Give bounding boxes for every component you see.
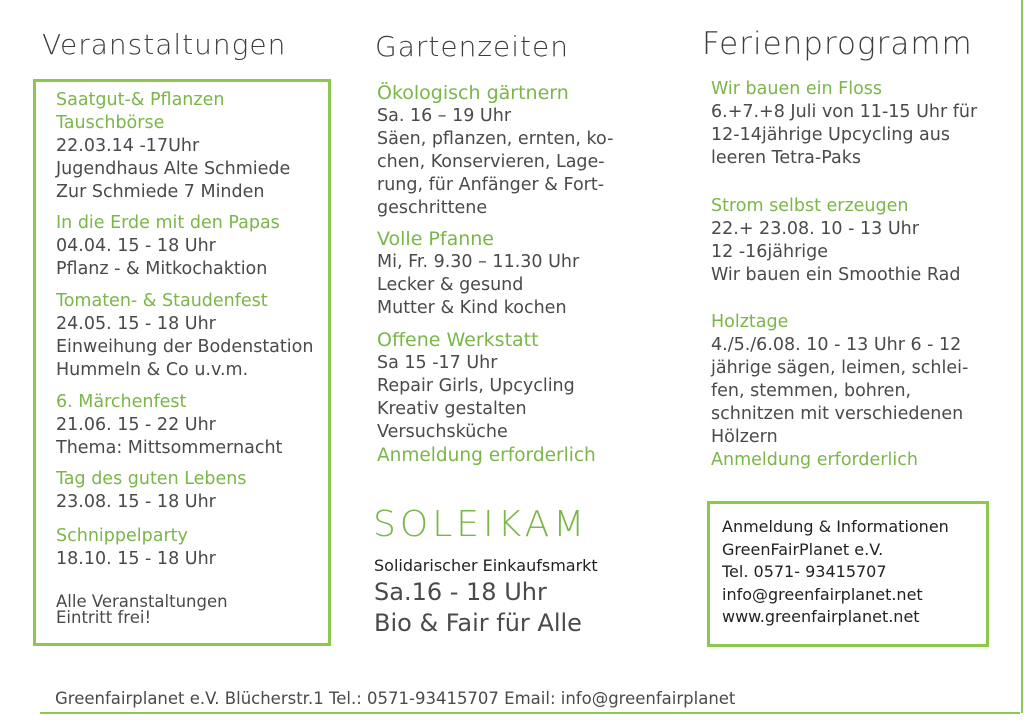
gartenzeiten-heading: Gartenzeiten bbox=[375, 30, 569, 63]
event-date: 22.03.14 -17Uhr bbox=[56, 136, 200, 156]
event-date: 04.04. 15 - 18 Uhr bbox=[56, 236, 216, 256]
info-line: GreenFairPlanet e.V. bbox=[722, 539, 884, 559]
bottom-border-line bbox=[40, 712, 1020, 714]
event-title: Tag des guten Lebens bbox=[56, 469, 247, 489]
garden-title: Volle Pfanne bbox=[377, 228, 494, 250]
veranstaltungen-heading: Veranstaltungen bbox=[42, 28, 287, 61]
soleikam-title: SOLEIKAM bbox=[373, 504, 589, 545]
event-date: 18.10. 15 - 18 Uhr bbox=[56, 549, 216, 569]
event-item bbox=[56, 391, 282, 460]
event-detail: Zur Schmiede 7 Minden bbox=[56, 182, 265, 202]
garden-title: Ökologisch gärtnern bbox=[377, 82, 569, 104]
event-detail: Einweihung der Bodenstation bbox=[56, 337, 314, 357]
garden-line: Lecker & gesund bbox=[377, 275, 524, 295]
garden-line: Säen, pflanzen, ernten, ko- bbox=[377, 129, 614, 149]
garden-line: Versuchsküche bbox=[377, 422, 508, 442]
ferien-line: 12-14jährige Upcycling aus bbox=[711, 125, 950, 145]
event-detail: Jugendhaus Alte Schmiede bbox=[56, 159, 291, 179]
garden-registration-note: Anmeldung erforderlich bbox=[377, 445, 596, 466]
garden-line: geschrittene bbox=[377, 198, 488, 218]
event-detail: Pflanz - & Mitkochaktion bbox=[56, 259, 268, 279]
ferien-item bbox=[711, 195, 961, 287]
garden-line: chen, Konservieren, Lage- bbox=[377, 152, 605, 172]
ferien-registration-note: Anmeldung erforderlich bbox=[711, 450, 918, 470]
garden-title: Offene Werkstatt bbox=[377, 329, 539, 351]
ferien-line: 12 -16jährige bbox=[711, 242, 829, 262]
ferien-title: Strom selbst erzeugen bbox=[711, 196, 909, 216]
footer-address: Greenfairplanet e.V. Blücherstr.1 Tel.: 0571-93415707 Email: info@greenfairplanet bbox=[55, 689, 736, 708]
event-item bbox=[56, 525, 216, 571]
info-website[interactable]: www.greenfairplanet.net bbox=[722, 607, 920, 626]
garden-line: Repair Girls, Upcycling bbox=[377, 376, 575, 396]
event-date: 24.05. 15 - 18 Uhr bbox=[56, 314, 216, 334]
soleikam-time: Sa.16 - 18 Uhr bbox=[374, 578, 547, 606]
event-title: Schnippelparty bbox=[56, 526, 188, 546]
info-line: Tel. 0571- 93415707 bbox=[722, 562, 887, 581]
ferien-title: Wir bauen ein Floss bbox=[711, 79, 883, 99]
garden-item bbox=[377, 329, 596, 467]
info-email[interactable]: info@greenfairplanet.net bbox=[722, 584, 923, 604]
garden-line: Mi, Fr. 9.30 – 11.30 Uhr bbox=[377, 252, 580, 272]
event-item bbox=[56, 468, 247, 514]
garden-line: Sa 15 -17 Uhr bbox=[377, 353, 498, 373]
event-item bbox=[56, 212, 280, 281]
event-title: Tomaten- & Staudenfest bbox=[56, 291, 268, 311]
ferien-line: 22.+ 23.08. 10 - 13 Uhr bbox=[711, 219, 919, 239]
ferien-line: 6.+7.+8 Juli von 11-15 Uhr für bbox=[711, 102, 978, 122]
ferienprogramm-heading: Ferienprogramm bbox=[702, 26, 973, 62]
ferien-line: Wir bauen ein Smoothie Rad bbox=[711, 265, 961, 285]
garden-item bbox=[377, 228, 579, 320]
events-note-line: Eintritt frei! bbox=[56, 608, 152, 627]
event-item bbox=[56, 290, 313, 382]
info-contact bbox=[722, 516, 949, 629]
event-date: 23.08. 15 - 18 Uhr bbox=[56, 492, 216, 512]
events-note-line: Alle Veranstaltungen bbox=[56, 592, 228, 611]
ferien-title: Holztage bbox=[711, 312, 789, 332]
soleikam-slogan: Bio & Fair für Alle bbox=[374, 609, 582, 637]
ferien-line: 4./5./6.08. 10 - 13 Uhr 6 - 12 bbox=[711, 335, 962, 355]
ferien-line: leeren Tetra-Paks bbox=[711, 148, 861, 168]
garden-line: Mutter & Kind kochen bbox=[377, 298, 567, 318]
garden-item bbox=[377, 82, 613, 220]
event-detail: Thema: Mittsommernacht bbox=[56, 438, 283, 458]
ferien-item bbox=[711, 311, 968, 472]
ferien-line: fen, stemmen, bohren, bbox=[711, 381, 912, 401]
garden-line: Kreativ gestalten bbox=[377, 399, 527, 419]
right-border-line bbox=[1021, 0, 1023, 713]
ferien-line: Hölzern bbox=[711, 427, 778, 447]
garden-line: rung, für Anfänger & Fort- bbox=[377, 175, 605, 195]
ferien-line: schnitzen mit verschiedenen bbox=[711, 404, 964, 424]
ferien-line: jährige sägen, leimen, schlei- bbox=[711, 358, 969, 378]
event-title: Saatgut-& Pflanzen bbox=[56, 90, 225, 110]
event-title: 6. Märchenfest bbox=[56, 392, 187, 412]
event-item bbox=[56, 89, 290, 204]
event-date: 21.06. 15 - 22 Uhr bbox=[56, 415, 216, 435]
info-line: Anmeldung & Informationen bbox=[722, 517, 949, 536]
ferien-item bbox=[711, 78, 977, 170]
soleikam-subtitle: Solidarischer Einkaufsmarkt bbox=[374, 556, 598, 575]
event-detail: Hummeln & Co u.v.m. bbox=[56, 360, 249, 380]
garden-line: Sa. 16 – 19 Uhr bbox=[377, 106, 512, 126]
events-note bbox=[56, 594, 228, 626]
event-title: In die Erde mit den Papas bbox=[56, 213, 280, 233]
event-title: Tauschbörse bbox=[56, 113, 165, 133]
